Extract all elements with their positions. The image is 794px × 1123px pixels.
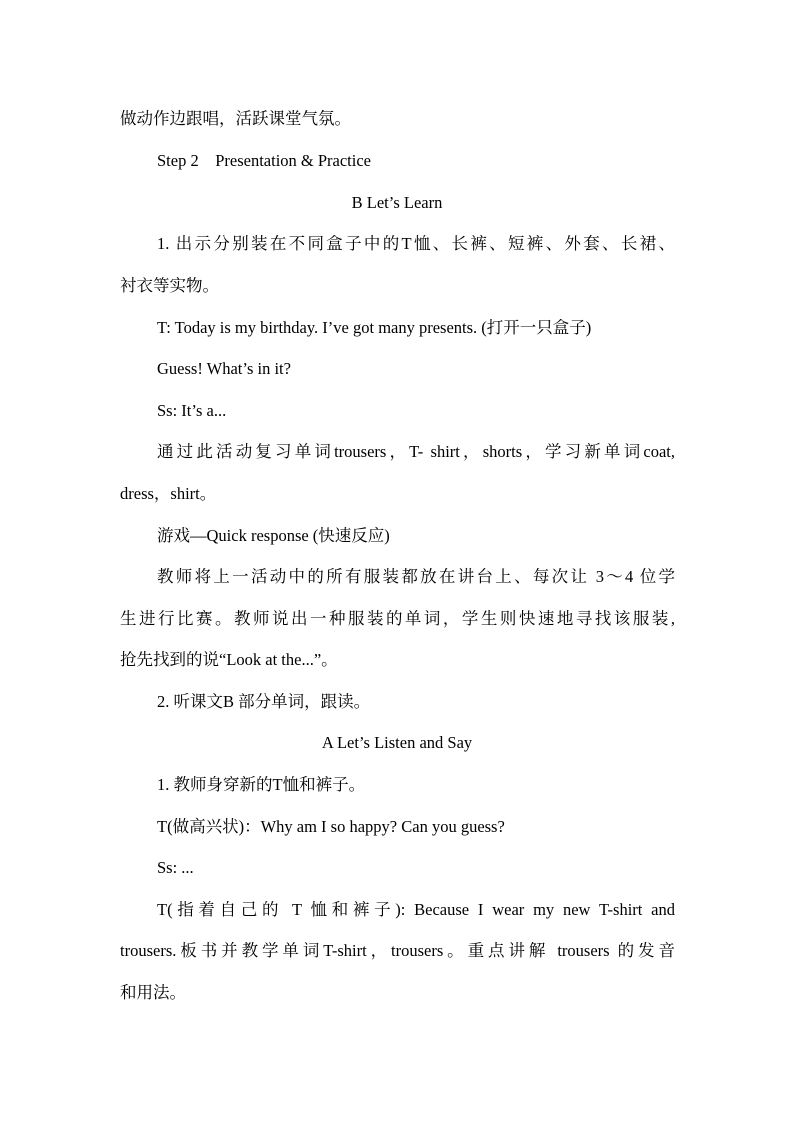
text-line: 和用法。 <box>120 983 186 1002</box>
text-line: 通过此活动复习单词trousers，T- shirt，shorts，学习新单词coat, <box>157 442 675 461</box>
step-heading: Step 2 Presentation & Practice <box>157 151 371 170</box>
text-line: 教师将上一活动中的所有服装都放在讲台上、每次让 3～4 位学 <box>157 567 675 586</box>
section-heading: A Let’s Listen and Say <box>321 733 473 752</box>
dialogue-line: Guess! What’s in it? <box>157 359 291 378</box>
text-line: 1. 教师身穿新的T恤和裤子。 <box>157 775 366 794</box>
text-line: trousers.板书并教学单词T-shirt，trousers。重点讲解 trousers 的发音 <box>120 941 675 960</box>
dialogue-line: T(指着自己的 T 恤和裤子): Because I wear my new T-shirt and <box>157 900 675 919</box>
game-heading: 游戏—Quick response (快速反应) <box>157 526 390 545</box>
dialogue-line: T: Today is my birthday. I’ve got many presents. (打开一只盒子) <box>157 318 592 337</box>
dialogue-line: Ss: ... <box>157 858 194 877</box>
text-line: 抢先找到的说“Look at the...”。 <box>120 650 338 669</box>
dialogue-line: T(做高兴状)：Why am I so happy? Can you guess? <box>157 817 505 836</box>
text-line: 衬衣等实物。 <box>120 276 219 295</box>
text-line: 做动作边跟唱，活跃课堂气氛。 <box>120 109 351 128</box>
section-heading: B Let’s Learn <box>351 193 443 212</box>
text-line: 1. 出示分别装在不同盒子中的T恤、长裤、短裤、外套、长裙、 <box>157 234 675 253</box>
text-line: 生进行比赛。教师说出一种服装的单词，学生则快速地寻找该服装, <box>120 609 675 628</box>
text-line: 2. 听课文B 部分单词，跟读。 <box>157 692 371 711</box>
text-line: dress，shirt。 <box>120 484 217 503</box>
dialogue-line: Ss: It’s a... <box>157 401 227 420</box>
